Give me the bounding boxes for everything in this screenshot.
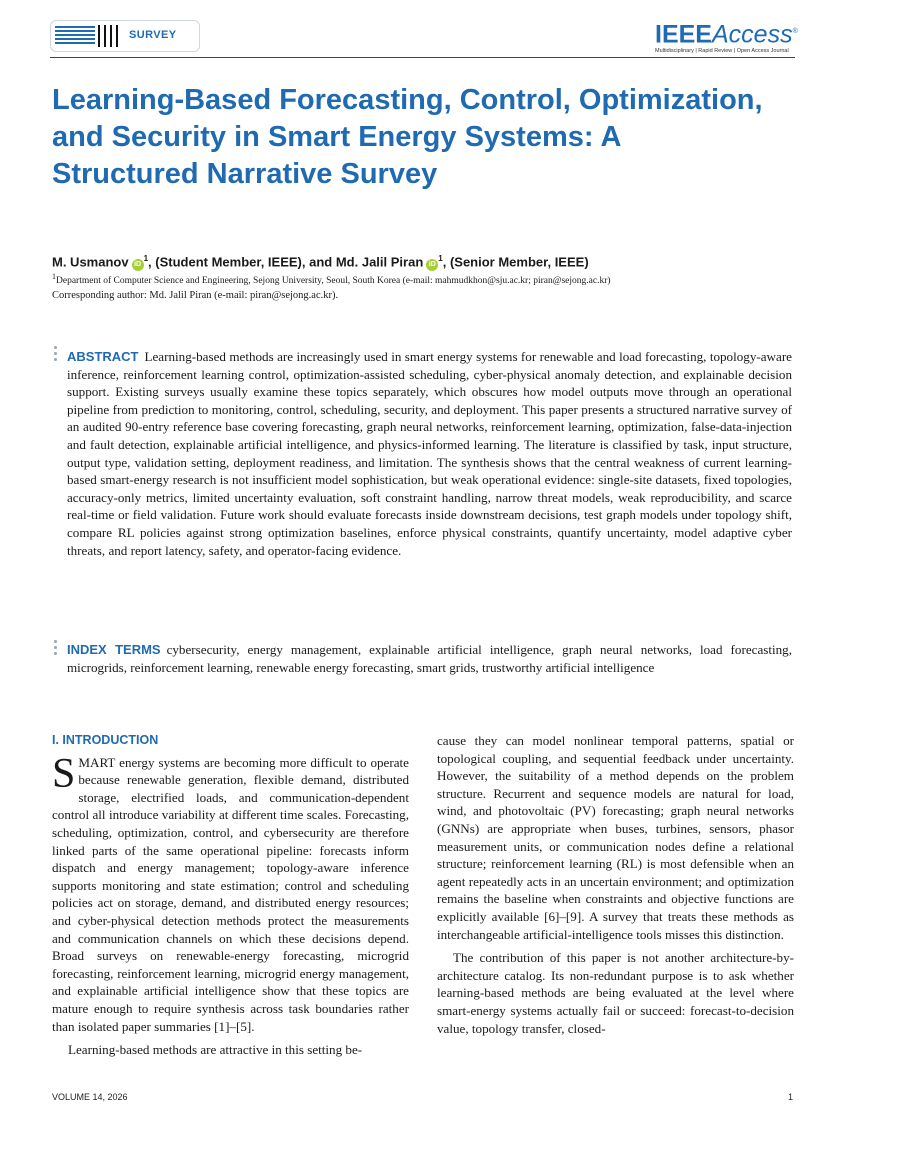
intro-paragraph-1 (52, 750, 409, 1036)
paper-title: Learning-Based Forecasting, Control, Optimization, and Security in Smart Energy Systems: A Structured Narrative Survey (52, 84, 763, 190)
author-2-affiliation-mark: 1 (438, 254, 443, 263)
volume-info: VOLUME 14, 2026 (52, 1092, 128, 1102)
intro-paragraph-2-continued: cause they can model nonlinear temporal patterns, spatial or topological coupling, and sequential feedback under uncertainty. However, the suitability of a method depends on the problem structure. Recurrent and sequence models are natural for load, wind, and photovoltaic (PV) forecasting; graph neural networks (GNNs) are appropriate when buses, turbines, sensors, phasor measurement units, or communication nodes define a relational structure; reinforcement learning (RL) is most defensible when an agent repeatedly acts in an uncertain environment; and optimization remains the baseline when constraints and objective functions are explicitly available [6]–[9]. A survey that treats these methods as interchangeable artificial-intelligence tools misses this distinction. (437, 733, 794, 942)
author-1-membership: , (Student Member, IEEE), and (148, 254, 336, 270)
index-terms (67, 641, 792, 676)
brand-tagline: Multidisciplinary | Rapid Review | Open Access Journal (655, 48, 789, 55)
page-number: 1 (788, 1092, 794, 1102)
header-rule (50, 57, 795, 58)
abstract-label: ABSTRACT (67, 349, 139, 364)
abstract-dots-icon (54, 346, 58, 364)
index-terms-text: cybersecurity, energy management, explainable artificial intelligence, graph neural networks, load forecasting, microgrids, reinforcement learning, renewable energy forecasting, smart grids, trustworthy artificial intelligence (67, 642, 792, 675)
affiliation-mark: 1 (52, 272, 56, 281)
left-column (52, 732, 409, 1059)
author-line (52, 254, 812, 271)
author-1-affiliation-mark: 1 (143, 254, 149, 263)
author-1-name: M. Usmanov (52, 254, 129, 270)
corresponding-author: Corresponding author: Md. Jalil Piran (e-mail: piran@sejong.ac.kr). (52, 290, 339, 301)
journal-header (50, 20, 798, 60)
survey-badge (50, 20, 200, 52)
orcid-icon[interactable]: iD (426, 259, 438, 271)
right-column (437, 732, 794, 1037)
bars-icon (98, 25, 118, 47)
brand-trademark: ® (792, 28, 798, 35)
author-2-membership: , (Senior Member, IEEE) (442, 254, 589, 270)
ieee-access-logo (655, 18, 798, 55)
orcid-icon[interactable]: iD (132, 259, 144, 271)
stripes-icon (55, 26, 95, 46)
intro-paragraph-1-text: MART energy systems are becoming more difficult to operate because renewable generation, flexible demand, distributed storage, electrified loads, and communication-dependent control all introduce variability at different time scales. Forecasting, scheduling, optimization, control, and cybersecurity are therefore linked parts of the same operational pipeline: forecasts inform dispatch and energy management; topology-aware inference supports monitoring and state estimation; control and scheduling policies act on storage, demand, and distributed energy resources; and cyber-physical detection methods protect the measurements and communication channels on which these decisions depend. Broad surveys on renewable-energy forecasting, microgrid forecasting, reinforcement learning, microgrid energy management, and explainable artificial intelligence show that these topics are mature enough to require synthesis across task boundaries rather than isolated paper summaries [1]–[5]. (52, 754, 409, 1034)
intro-paragraph-3: The contribution of this paper is not another architecture-by-architecture catalog. Its non-redundant purpose is to ask whether learning-based methods are being evaluated at the level where smart-energy systems actually fail or succeed: forecast-to-decision value, topology transfer, closed- (437, 950, 794, 1036)
index-terms-dots-icon (54, 640, 58, 658)
abstract-text: Learning-based methods are increasingly used in smart energy systems for renewable and load forecasting, topology-aware inference, reinforcement learning control, optimization-assisted scheduling, cyber-physical anomaly detection, and explainable decision support. Existing surveys usually examine these topics separately, which obscures how model outputs move through an operational pipeline from prediction to monitoring, control, scheduling, security, and deployment. This paper presents a structured narrative survey of an audited 90-entry reference base covering forecasting, graph neural networks, reinforcement learning, optimization, false-data-injection and fault detection, explainable artificial intelligence, and physics-informed learning. The literature is classified by task, input structure, output type, validation setting, deployment readiness, and limitation. The synthesis shows that the central weakness of current learning-based smart-energy research is not insufficient model sophistication, but weak operational evidence: single-site datasets, fixed topologies, accuracy-only metrics, limited uncertainty evaluation, soft constraint handling, narrow threat models, weak reproducibility, and scarce real-time or field validation. Future work should evaluate forecasts inside downstream decisions, test graph models under topology shift, compare RL policies against strong optimization baselines, enforce physical constraints, quantify uncertainty, model adaptive cyber threats, and report latency, safety, and operator-facing evidence. (67, 349, 792, 558)
article-type-label: SURVEY (129, 29, 177, 41)
affiliation-text: Department of Computer Science and Engineering, Sejong University, Seoul, South Korea (e-mail: mahmudkhon@sju.ac.kr; piran@sejong.ac.kr) (56, 276, 611, 287)
drop-cap: S (52, 750, 76, 797)
section-heading: I. INTRODUCTION (52, 733, 159, 747)
intro-paragraph-2-start: Learning-based methods are attractive in this setting be- (68, 1042, 363, 1058)
author-2-name: Md. Jalil Piran (335, 254, 424, 270)
affiliation (52, 272, 832, 286)
brand-access: Access (711, 20, 793, 49)
abstract (67, 348, 792, 559)
brand-ieee: IEEE (655, 20, 712, 49)
index-terms-label: INDEX TERMS (67, 642, 161, 657)
